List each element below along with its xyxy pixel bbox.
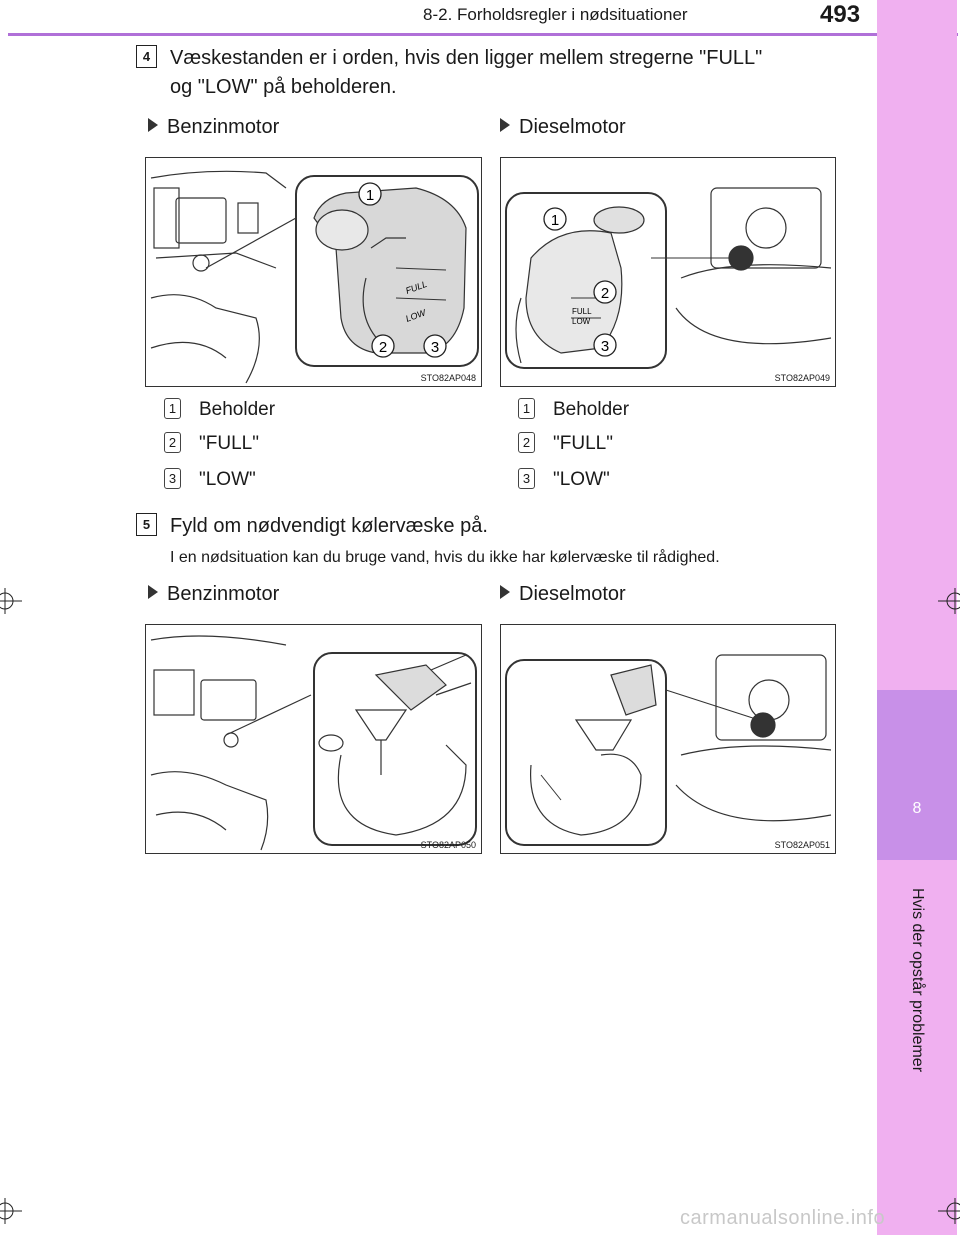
crop-mark [0,588,22,614]
legend-petrol-item-1: 1 Beholder [164,398,275,421]
low-mark-label: LOW [572,317,591,326]
figure-code: STO82AP050 [420,840,476,850]
header-title: 8-2. Forholdsregler i nødsituationer [423,5,688,24]
chapter-number: 8 [912,800,922,817]
crop-mark [938,1198,960,1224]
callouts-petrol [145,157,480,385]
legend-diesel-item-2: 2 "FULL" [518,432,613,455]
triangle-bullet-icon [500,118,510,132]
callout-2-label: 2 [600,285,610,302]
callout-2-label: 2 [378,339,388,356]
step5-text: Fyld om nødvendigt kølervæske på. [170,515,488,537]
figure-code: STO82AP048 [420,373,476,383]
figure-diesel-refill [500,624,836,854]
triangle-bullet-icon [148,585,158,599]
figure-code: STO82AP049 [774,373,830,383]
refill-illustration [146,625,481,853]
callouts-diesel [500,157,834,385]
full-mark-label: FULL [572,307,592,316]
legend-petrol-item-2: 2 "FULL" [164,432,259,455]
callout-3-label: 3 [430,339,440,356]
legend-diesel-item-3: 3 "LOW" [518,468,610,491]
callout-1-label: 1 [550,212,560,229]
step5-petrol-heading: Benzinmotor [148,583,279,606]
chapter-title: Hvis der opstår problemer [909,887,926,1073]
triangle-bullet-icon [500,585,510,599]
low-mark-label: LOW [404,307,427,324]
full-mark-label: FULL [404,278,429,296]
watermark: carmanualsonline.info [680,1207,886,1229]
step4-text-line1: Væskestanden er i orden, hvis den ligger mellem stregerne "FULL" [170,47,763,69]
step4-text-line2: og "LOW" på beholderen. [170,76,397,98]
step4-text [170,44,762,102]
step-number-4: 4 [136,45,157,68]
side-chapter-block [877,690,957,860]
figure-petrol-refill [145,624,482,854]
figure-code: STO82AP051 [774,840,830,850]
header-rule [8,33,958,36]
crop-mark [0,1198,22,1224]
legend-petrol-item-3: 3 "LOW" [164,468,256,491]
step4-diesel-heading: Dieselmotor [500,116,626,139]
step5-diesel-heading: Dieselmotor [500,583,626,606]
callout-1-label: 1 [365,187,375,204]
page-number: 493 [820,1,861,28]
triangle-bullet-icon [148,118,158,132]
crop-mark [938,588,960,614]
callout-3-label: 3 [600,338,610,355]
step-number-5: 5 [136,513,157,536]
legend-diesel-item-1: 1 Beholder [518,398,629,421]
step4-petrol-heading: Benzinmotor [148,116,279,139]
step5-note: I en nødsituation kan du bruge vand, hvis du ikke har kølervæske til rådighed. [170,549,720,566]
refill-illustration [501,625,835,853]
